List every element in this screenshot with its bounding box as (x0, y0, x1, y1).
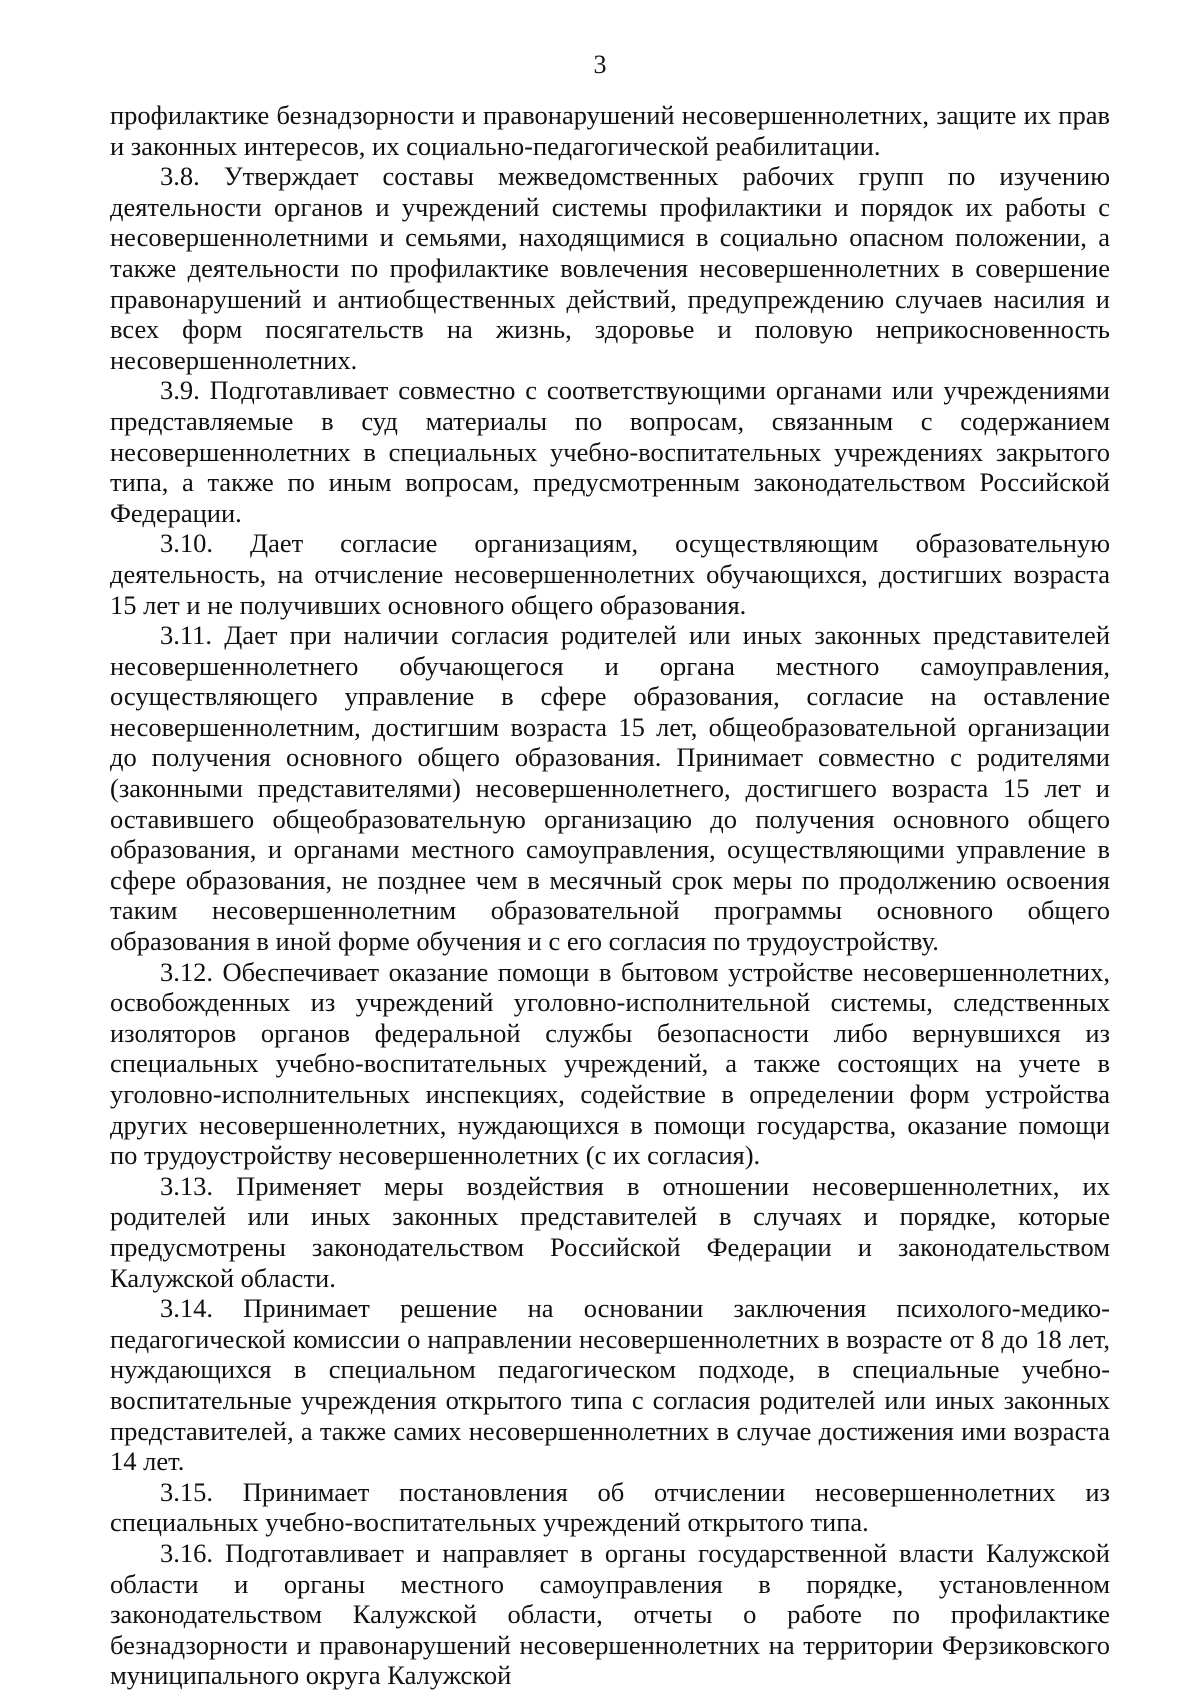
paragraph-3-13: 3.13. Применяет меры воздействия в отношении несовершеннолетних, их родителей или иных законных представителей в случаях и порядке, которые предусмотрены законодательством Российской Федерации и законодательством Калужской области. (110, 1170, 1110, 1293)
paragraph-3-14: 3.14. Принимает решение на основании заключения психолого-медико-педагогической комиссии о направлении несовершеннолетних в возрасте от 8 до 18 лет, нуждающихся в специальном педагогическом подходе, в специальные учебно-воспитательные учреждения открытого типа с согласия родителей или иных законных представителей, а также самих несовершеннолетних в случае достижения ими возраста 14 лет. (110, 1293, 1110, 1477)
paragraph-3-16: 3.16. Подготавливает и направляет в органы государственной власти Калужской области и органы местного самоуправления в порядке, установленном законодательством Калужской области, отчеты о работе по профилактике безнадзорности и правонарушений несовершеннолетних на территории Ферзиковского муниципального округа Калужской (110, 1537, 1110, 1691)
document-body (110, 100, 1110, 1691)
paragraph-3-9: 3.9. Подготавливает совместно с соответствующими органами или учреждениями представляемые в суд материалы по вопросам, связанным с содержанием несовершеннолетних в специальных учебно-воспитательных учреждениях закрытого типа, а также по иным вопросам, предусмотренным законодательством Российской Федерации. (110, 375, 1110, 528)
paragraph-3-10: 3.10. Дает согласие организациям, осуществляющим образовательную деятельность, на отчисление несовершеннолетних обучающихся, достигших возраста 15 лет и не получивших основного общего образования. (110, 528, 1110, 620)
paragraph-3-12: 3.12. Обеспечивает оказание помощи в бытовом устройстве несовершеннолетних, освобожденных из учреждений уголовно-исполнительной системы, следственных изоляторов органов федеральной службы безопасности либо вернувшихся из специальных учебно-воспитательных учреждений, а также состоящих на учете в уголовно-исполнительных инспекциях, содействие в определении форм устройства других несовершеннолетних, нуждающихся в помощи государства, оказание помощи по трудоустройству несовершеннолетних (с их согласия). (110, 956, 1110, 1171)
paragraph-continuation: профилактике безнадзорности и правонарушений несовершеннолетних, защите их прав и законных интересов, их социально-педагогической реабилитации. (110, 100, 1110, 161)
paragraph-3-15: 3.15. Принимает постановления об отчислении несовершеннолетних из специальных учебно-воспитательных учреждений открытого типа. (110, 1476, 1110, 1538)
page-number: 3 (593, 50, 607, 79)
paragraph-3-8: 3.8. Утверждает составы межведомственных рабочих групп по изучению деятельности органов и учреждений системы профилактики и порядок их работы с несовершеннолетними и семьями, находящимися в социально опасном положении, а также деятельности по профилактике вовлечения несовершеннолетних в совершение правонарушений и антиобщественных действий, предупреждению случаев насилия и всех форм посягательств на жизнь, здоровье и половую неприкосновенность несовершеннолетних. (110, 161, 1110, 375)
paragraph-3-11: 3.11. Дает при наличии согласия родителей или иных законных представителей несовершеннолетнего обучающегося и органа местного самоуправления, осуществляющего управление в сфере образования, согласие на оставление несовершеннолетним, достигшим возраста 15 лет, общеобразовательной организации до получения основного общего образования. Принимает совместно с родителями (законными представителями) несовершеннолетнего, достигшего возраста 15 лет и оставившего общеобразовательную организацию до получения основного общего образования, и органами местного самоуправления, осуществляющими управление в сфере образования, не позднее чем в месячный срок меры по продолжению освоения таким несовершеннолетним образовательной программы основного общего образования в иной форме обучения и с его согласия по трудоустройству. (110, 620, 1110, 957)
